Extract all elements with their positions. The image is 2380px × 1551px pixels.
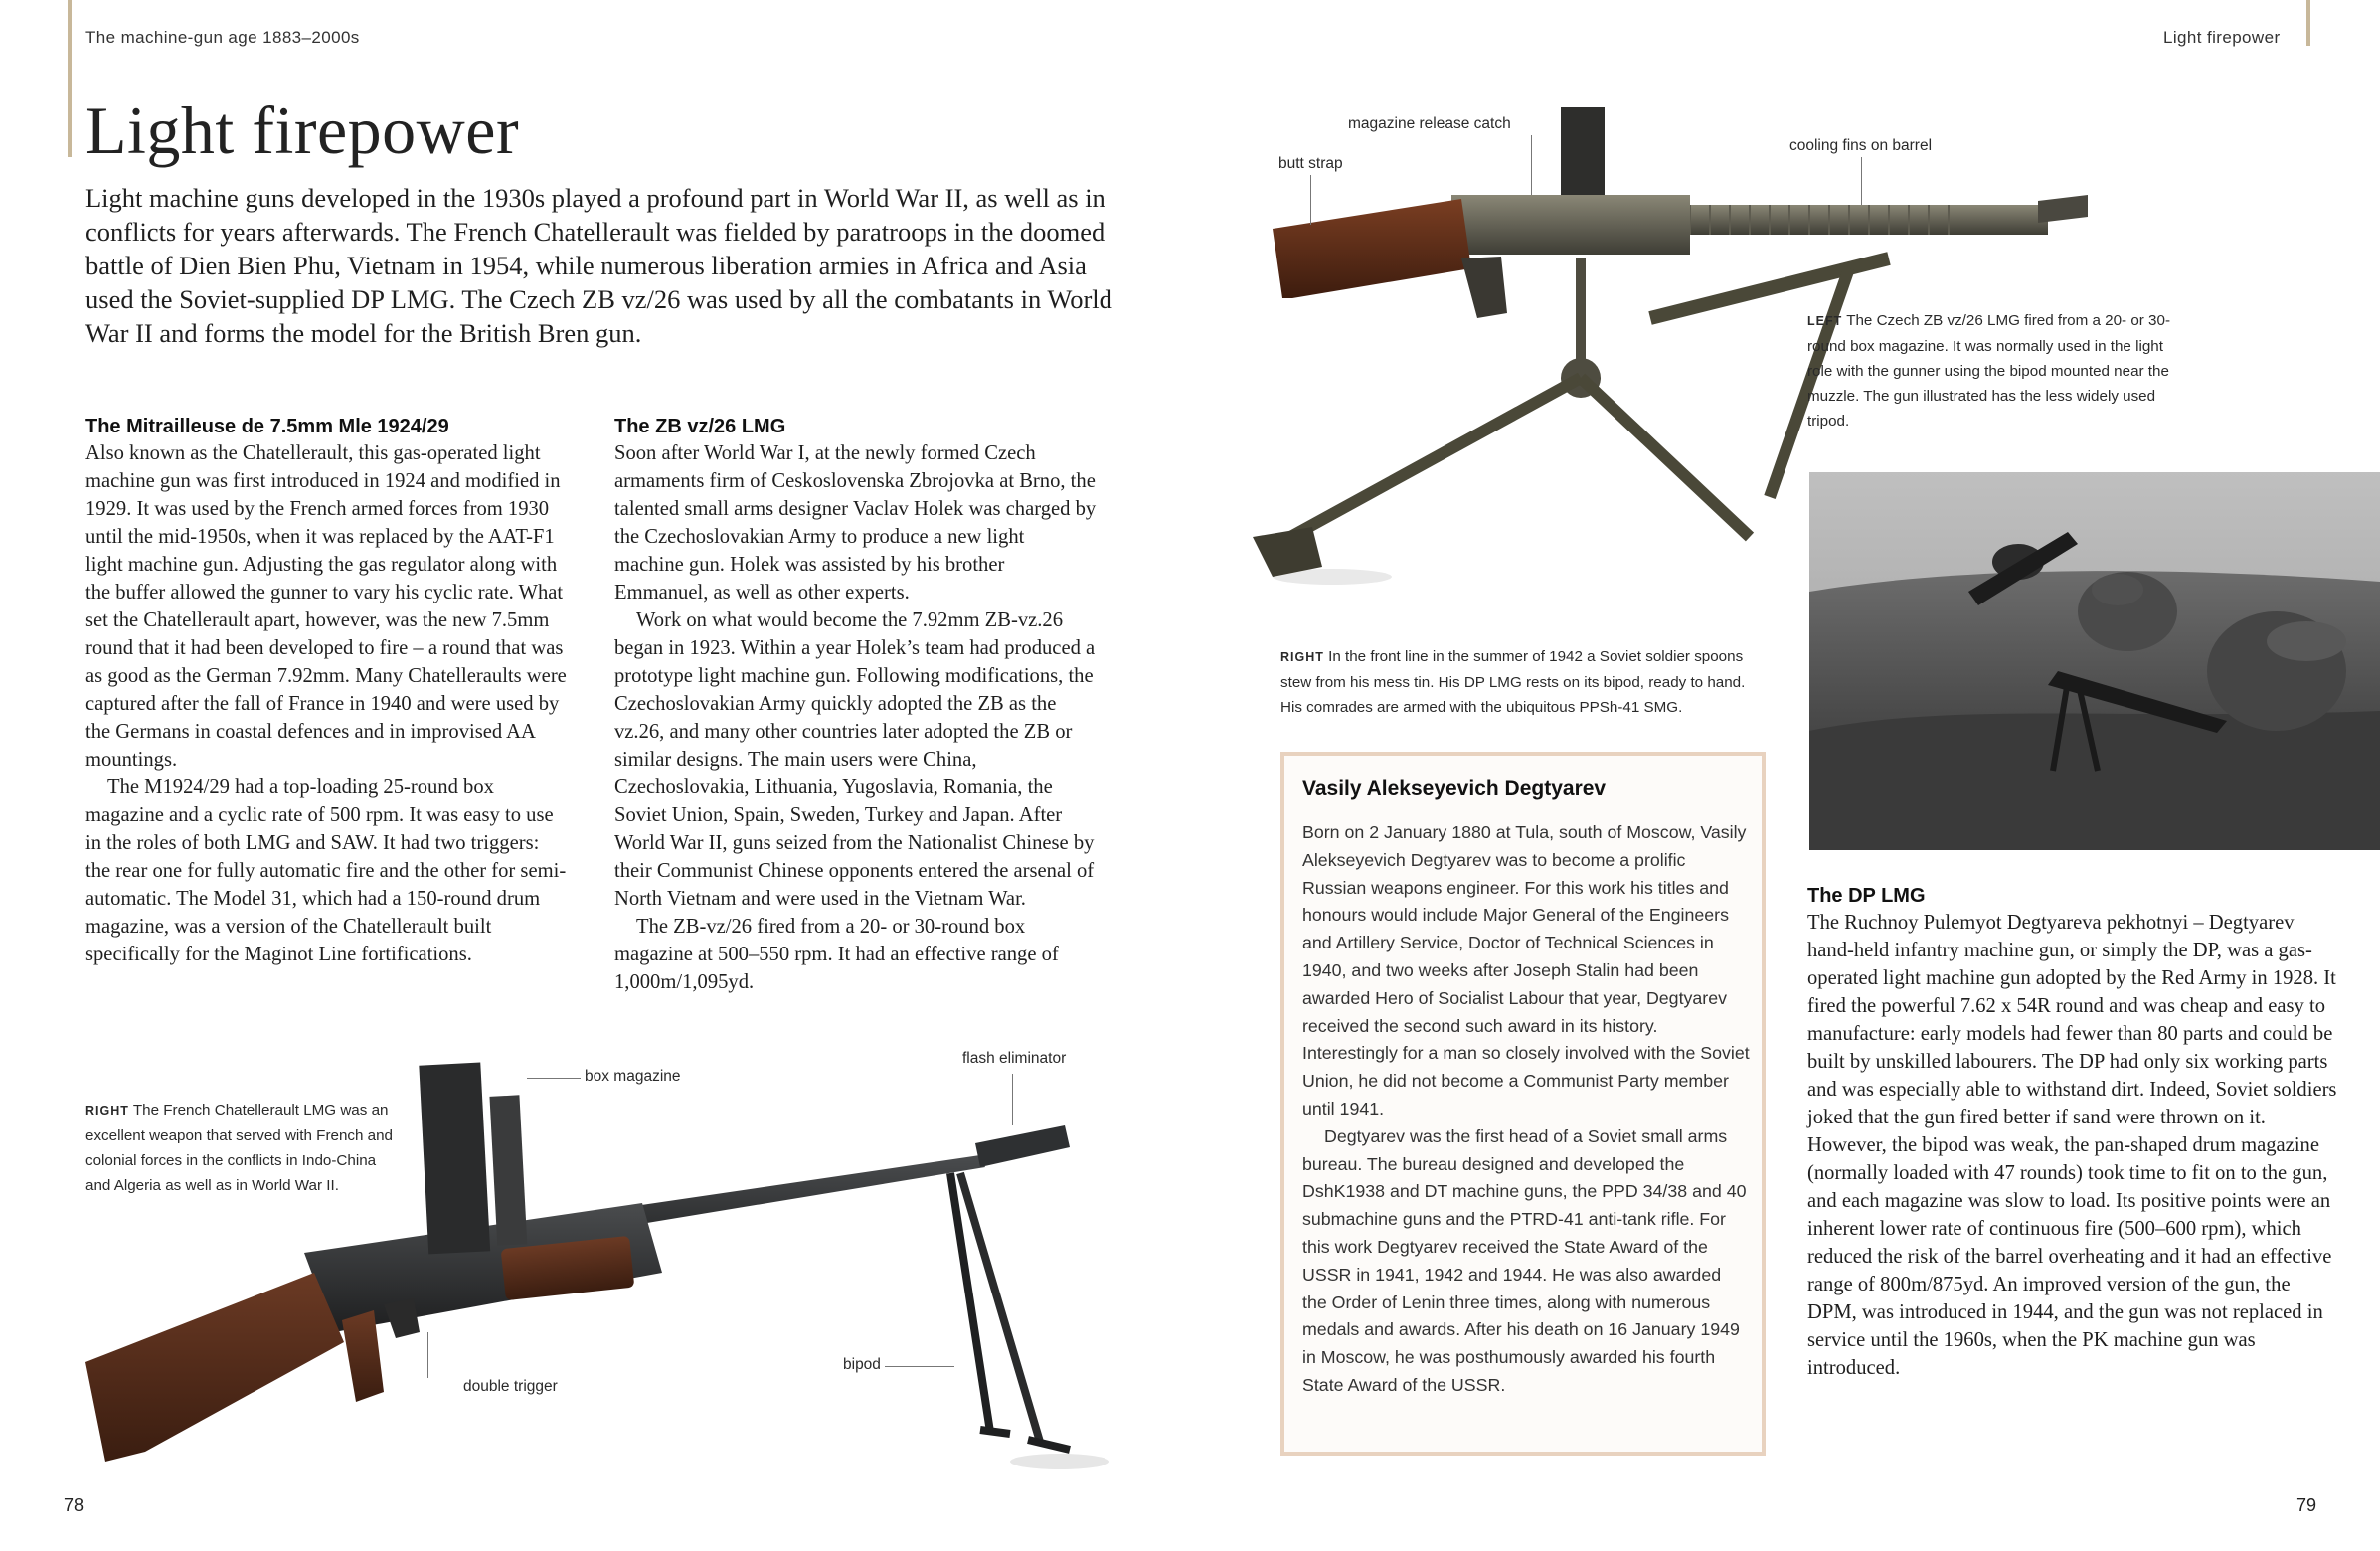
caption-tag: RIGHT — [1280, 650, 1324, 664]
body-paragraph: Soon after World War I, at the newly formed Czech armaments firm of Ceskoslovenska Zbrojovka at Brno, the talented small arms designer Vaclav Holek was charged by the Czechoslovakian Army to produce a new light machine gun. Holek was assisted by his brother Emmanuel, as well as other experts. — [614, 442, 1097, 603]
label-double-trigger: double trigger — [463, 1378, 558, 1395]
label-cooling-fins: cooling fins on barrel — [1789, 137, 1933, 154]
sidebar-paragraph: Born on 2 January 1880 at Tula, south of Moscow, Vasily Alekseyevich Degtyarev was to become a prolific Russian weapons engineer. For this work his titles and honours would include Major General of the Engineers and Artillery Service, Doctor of Technical Sciences in 1940, and two weeks after Joseph Stalin had been awarded Hero of Socialist Labour that year, Degtyarev received the second such award in its history. Interestingly for a man so closely involved with the Soviet Union, he did not become a Communist Party member until 1941. — [1302, 822, 1750, 1119]
leader-line — [427, 1332, 428, 1378]
leader-line — [885, 1366, 954, 1367]
caption-photo — [1280, 644, 1770, 720]
sidebar-heading: Vasily Alekseyevich Degtyarev — [1302, 777, 1607, 800]
leader-line — [1861, 157, 1862, 205]
body-paragraph: The M1924/29 had a top-loading 25-round box magazine and a cyclic rate of 500 rpm. It was easy to use in the roles of both LMG and SAW. It had two triggers: the rear one for fully automatic fire and the other for semi-automatic. The Model 31, which had a 150-round drum magazine, was a version of the Chatellerault built specifically for the Maginot Line fortifications. — [85, 776, 567, 965]
page-number-left: 78 — [64, 1495, 85, 1515]
label-flash-eliminator: flash eliminator — [962, 1050, 1067, 1067]
caption-zb26 — [1807, 308, 2191, 433]
sidebar-paragraph: Degtyarev was the first head of a Soviet small arms bureau. The bureau designed and developed the DshK1938 and DT machine guns, the PPD 34/38 and 40 submachine guns and the PTRD-41 anti-tank rifle. For this work Degtyarev received the State Award of the USSR in 1941, 1942 and 1944. He was also awarded the Order of Lenin three times, along with numerous medals and awards. After his death on 16 January 1949 in Moscow, he was posthumously awarded his fourth State Award of the USSR. — [1302, 1125, 1747, 1395]
article-column-zb26 — [614, 414, 1098, 996]
page-title: Light firepower — [85, 92, 520, 168]
label-magazine-release-catch: magazine release catch — [1348, 115, 1511, 132]
caption-chatellerault — [85, 1098, 394, 1198]
section-heading: The DP LMG — [1807, 885, 1926, 907]
caption-text: The French Chatellerault LMG was an excellent weapon that served with French and colonial forces in the conflicts in Indo-China and Algeria as well as in World War II. — [85, 1102, 393, 1194]
label-bipod: bipod — [843, 1356, 881, 1373]
body-paragraph: The ZB-vz/26 fired from a 20- or 30-round box magazine at 500–550 rpm. It had an effective range of 1,000m/1,095yd. — [614, 916, 1059, 993]
body-paragraph: Work on what would become the 7.92mm ZB-vz.26 began in 1923. Within a year Holek’s team had produced a prototype light machine gun. Following modifications, the Czechoslovakian Army quickly adopted the ZB as the vz.26, and many other countries later adopted the ZB or similar designs. The main users were China, Czechoslovakia, Lithuania, Yugoslavia, Romania, the Soviet Union, Spain, Sweden, Turkey and Japan. After World War II, guns seized from the Nationalist Chinese by their Communist Chinese opponents entered the arsenal of North Vietnam and were used in the Vietnam War. — [614, 609, 1096, 910]
label-box-magazine: box magazine — [585, 1068, 681, 1085]
biography-sidebar — [1280, 752, 1766, 1456]
caption-tag: LEFT — [1807, 314, 1843, 328]
lede-paragraph: Light machine guns developed in the 1930s played a profound part in World War II, as well as in conflicts for years afterwards. The French Chatellerault was fielded by paratroops in the doomed battle of Dien Bien Phu, Vietnam in 1954, while numerous liberation armies in Africa and Asia used the Soviet-supplied DP LMG. The Czech ZB vz/26 was used by all the combatants in World War II and forms the model for the British Bren gun. — [85, 183, 1112, 348]
article-column-chatellerault — [85, 414, 569, 968]
leader-line — [1012, 1074, 1013, 1125]
caption-text: The Czech ZB vz/26 LMG fired from a 20- or 30-round box magazine. It was normally used in the light role with the gunner using the bipod mounted near the muzzle. The gun illustrated has the less widely used tripod. — [1807, 312, 2171, 430]
section-heading: The ZB vz/26 LMG — [614, 416, 786, 437]
label-butt-strap: butt strap — [1278, 155, 1343, 172]
running-head-right: Light firepower — [2163, 28, 2281, 47]
body-paragraph: The Ruchnoy Pulemyot Degtyareva pekhotnyi – Degtyarev hand-held infantry machine gun, or simply the DP, was a gas-operated light machine gun adopted by the Red Army in 1928. It fired the powerful 7.62 x 54R round and was cheap and easy to manufacture: early models had fewer than 80 parts and could be built by unskilled labourers. The DP had only six working parts and was especially able to withstand dirt. Indeed, Soviet soldiers joked that the gun fired better if sand were thrown on it. However, the bipod was weak, the pan-shaped drum magazine (normally loaded with 47 rounds) took time to fit on to the gun, and each magazine was slow to load. Its positive points were an inherent lower rate of continuous fire (500–600 rpm), which reduced the risk of the barrel overheating and it had an effective range of 800m/875yd. An improved version of the gun, the DPM, was introduced in 1944, and the gun was not replaced in service until the 1960s, when the PK machine gun was introduced. — [1807, 912, 2337, 1379]
soviet-soldiers-photo — [1809, 472, 2380, 850]
body-paragraph: Also known as the Chatellerault, this gas-operated light machine gun was first introduced in 1924 and modified in 1929. It was used by the French armed forces from 1930 until the mid-1950s, when it was replaced by the AAT-F1 light machine gun. Adjusting the gas regulator along with the buffer allowed the gunner to vary his cyclic rate. What set the Chatellerault apart, however, was the new 7.5mm round that it had been developed to fire – a round that was as good as the German 7.92mm. Many Chatelleraults were captured after the fall of France in 1940 and were used by the Germans in coastal defences and in improvised AA mountings. — [85, 442, 567, 771]
caption-text: In the front line in the summer of 1942 a Soviet soldier spoons stew from his mess tin. His DP LMG rests on its bipod, ready to hand. His comrades are armed with the ubiquitous PPSh-41 SMG. — [1280, 648, 1746, 716]
page-tab-right — [2306, 0, 2310, 46]
article-column-dp — [1807, 883, 2344, 1382]
leader-line — [1531, 135, 1532, 195]
caption-tag: RIGHT — [85, 1104, 129, 1118]
page-tab-left — [68, 0, 72, 157]
page-number-right: 79 — [2296, 1495, 2317, 1515]
section-heading: The Mitrailleuse de 7.5mm Mle 1924/29 — [85, 416, 449, 437]
leader-line — [527, 1078, 581, 1079]
running-head-left: The machine-gun age 1883–2000s — [85, 28, 360, 47]
leader-line — [1310, 175, 1311, 225]
